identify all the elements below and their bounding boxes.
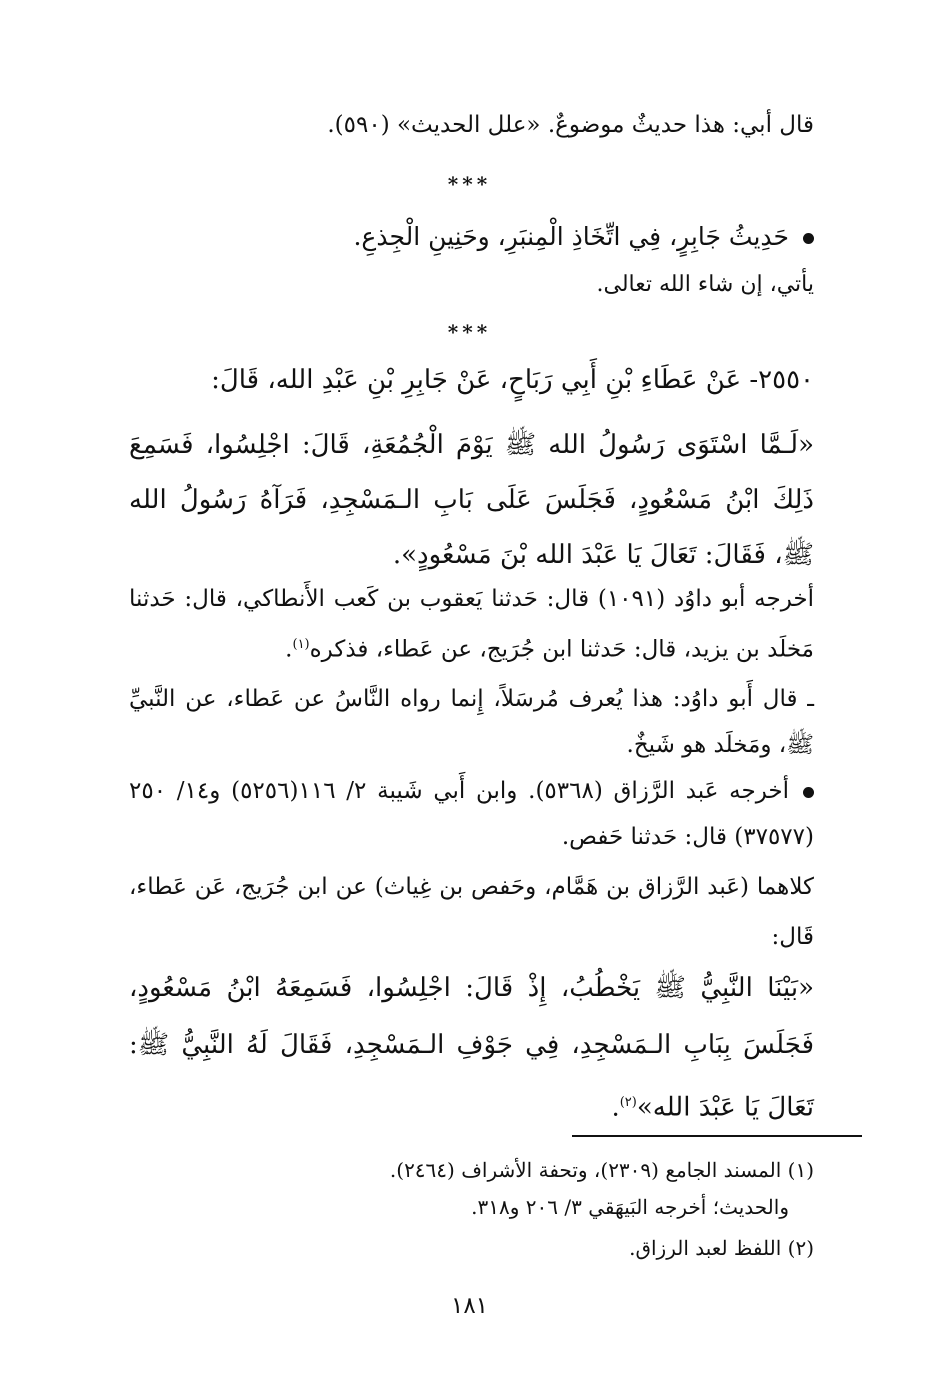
bullet-icon	[803, 233, 814, 244]
abu-dawud-comment: ـ قال أَبو داوُد: هذا يُعرف مُرسَلاً، إِنما رواه النَّاسُ عن عَطاء، عن النَّبيِّ ﷺ، ومَخلَد هو شَيخٌ.	[129, 686, 814, 758]
footnote-ref: (١)	[292, 637, 310, 652]
takhrij-text: أخرجه أبو داوُد (١٠٩١) قال: حَدثنا يَعقوب بن كَعب الأَنطاكي، قال: حَدثنا مَخلَد بن يزيد، قال: حَدثنا ابن جُرَيج، عن عَطاء، فذكره	[129, 586, 814, 663]
bullet-heading	[353, 222, 814, 251]
top-paragraph: قال أبي: هذا حديثٌ موضوعٌ. «علل الحديث» (٥٩٠).	[327, 112, 814, 138]
takhrij-paragraph-2	[129, 768, 814, 860]
takhrij-2-text: أخرجه عَبد الرَّزاق (٥٣٦٨). وابن أَبي شَيبة ٢/ ١١٦(٥٢٥٦) و١٤/ ٢٥٠ (٣٧٥٧٧) قال: حَدثنا حَفص.	[129, 778, 814, 850]
page-number: ١٨١	[450, 1293, 489, 1319]
matn-2-text: «بَيْنَا النَّبِيُّ ﷺ يَخْطُبُ، إِذْ قَالَ: اجْلِسُوا، فَسَمِعَهُ ابْنُ مَسْعُودٍ، فَجَلَسَ بِبَابِ الـمَسْجِدِ، فِي جَوْفِ الـمَسْجِدِ، فَقَالَ لَهُ النَّبِيُّ ﷺ: تَعَالَ يَا عَبْدَ الله»	[129, 973, 814, 1123]
footnote-1-continued: والحديث؛ أخرجه البَيهَقي ٣/ ٢٠٦ و٣١٨.	[471, 1195, 789, 1219]
hadith-matn: «لَـمَّا اسْتَوَى رَسُولُ الله ﷺ يَوْمَ الْجُمُعَةِ، قَالَ: اجْلِسُوا، فَسَمِعَ ذَلِكَ ابْنُ مَسْعُودٍ، فَجَلَسَ عَلَى بَابِ الـمَسْجِدِ، فَرَآهُ رَسُولُ الله ﷺ، فَقَالَ: تَعَالَ يَا عَبْدَ الله بْنَ مَسْعُودٍ».	[129, 430, 814, 570]
hadith-heading: ٢٥٥٠- عَنْ عَطَاءِ بْنِ أَبِي رَبَاحٍ، عَنْ جَابِرِ بْنِ عَبْدِ الله، قَالَ:	[211, 365, 814, 395]
separator-stars: ***	[447, 172, 492, 196]
bullet-heading-text: حَدِيثُ جَابِرٍ، فِي اتِّخَاذِ الْمِنبَرِ، وحَنِينِ الْجِذعِ.	[353, 222, 789, 251]
takhrij-paragraph: أخرجه أبو داوُد (١٠٩١) قال: حَدثنا يَعقوب بن كَعب الأَنطاكي، قال: حَدثنا مَخلَد بن يزيد، قال: حَدثنا ابن جُرَيج، عن عَطاء، فذكره$^{(١)}$.	[129, 586, 814, 663]
hadith-matn-2: «بَيْنَا النَّبِيُّ ﷺ يَخْطُبُ، إِذْ قَالَ: اجْلِسُوا، فَسَمِعَهُ ابْنُ مَسْعُودٍ، فَجَلَسَ بِبَابِ الـمَسْجِدِ، فِي جَوْفِ الـمَسْجِدِ، فَقَالَ لَهُ النَّبِيُّ ﷺ: تَعَالَ يَا عَبْدَ الله»$^{(٢)}$.	[129, 973, 814, 1123]
isnad-paragraph: كلاهما (عَبد الرَّزاق بن هَمَّام، وحَفص بن غِياث) عن ابن جُرَيج، عَن عَطاء، قَال:	[129, 874, 814, 950]
footnote-1: (١) المسند الجامع (٢٣٠٩)، وتحفة الأشراف (٢٤٦٤).	[389, 1158, 814, 1182]
yati-note: يأتي، إن شاء الله تعالى.	[596, 272, 814, 297]
footnote-ref: (٢)	[619, 1095, 637, 1110]
separator-stars: ***	[447, 320, 492, 344]
footnote-divider	[572, 1135, 862, 1137]
footnote-2: (٢) اللفظ لعبد الرزاق.	[629, 1236, 814, 1260]
bullet-icon	[803, 787, 814, 798]
